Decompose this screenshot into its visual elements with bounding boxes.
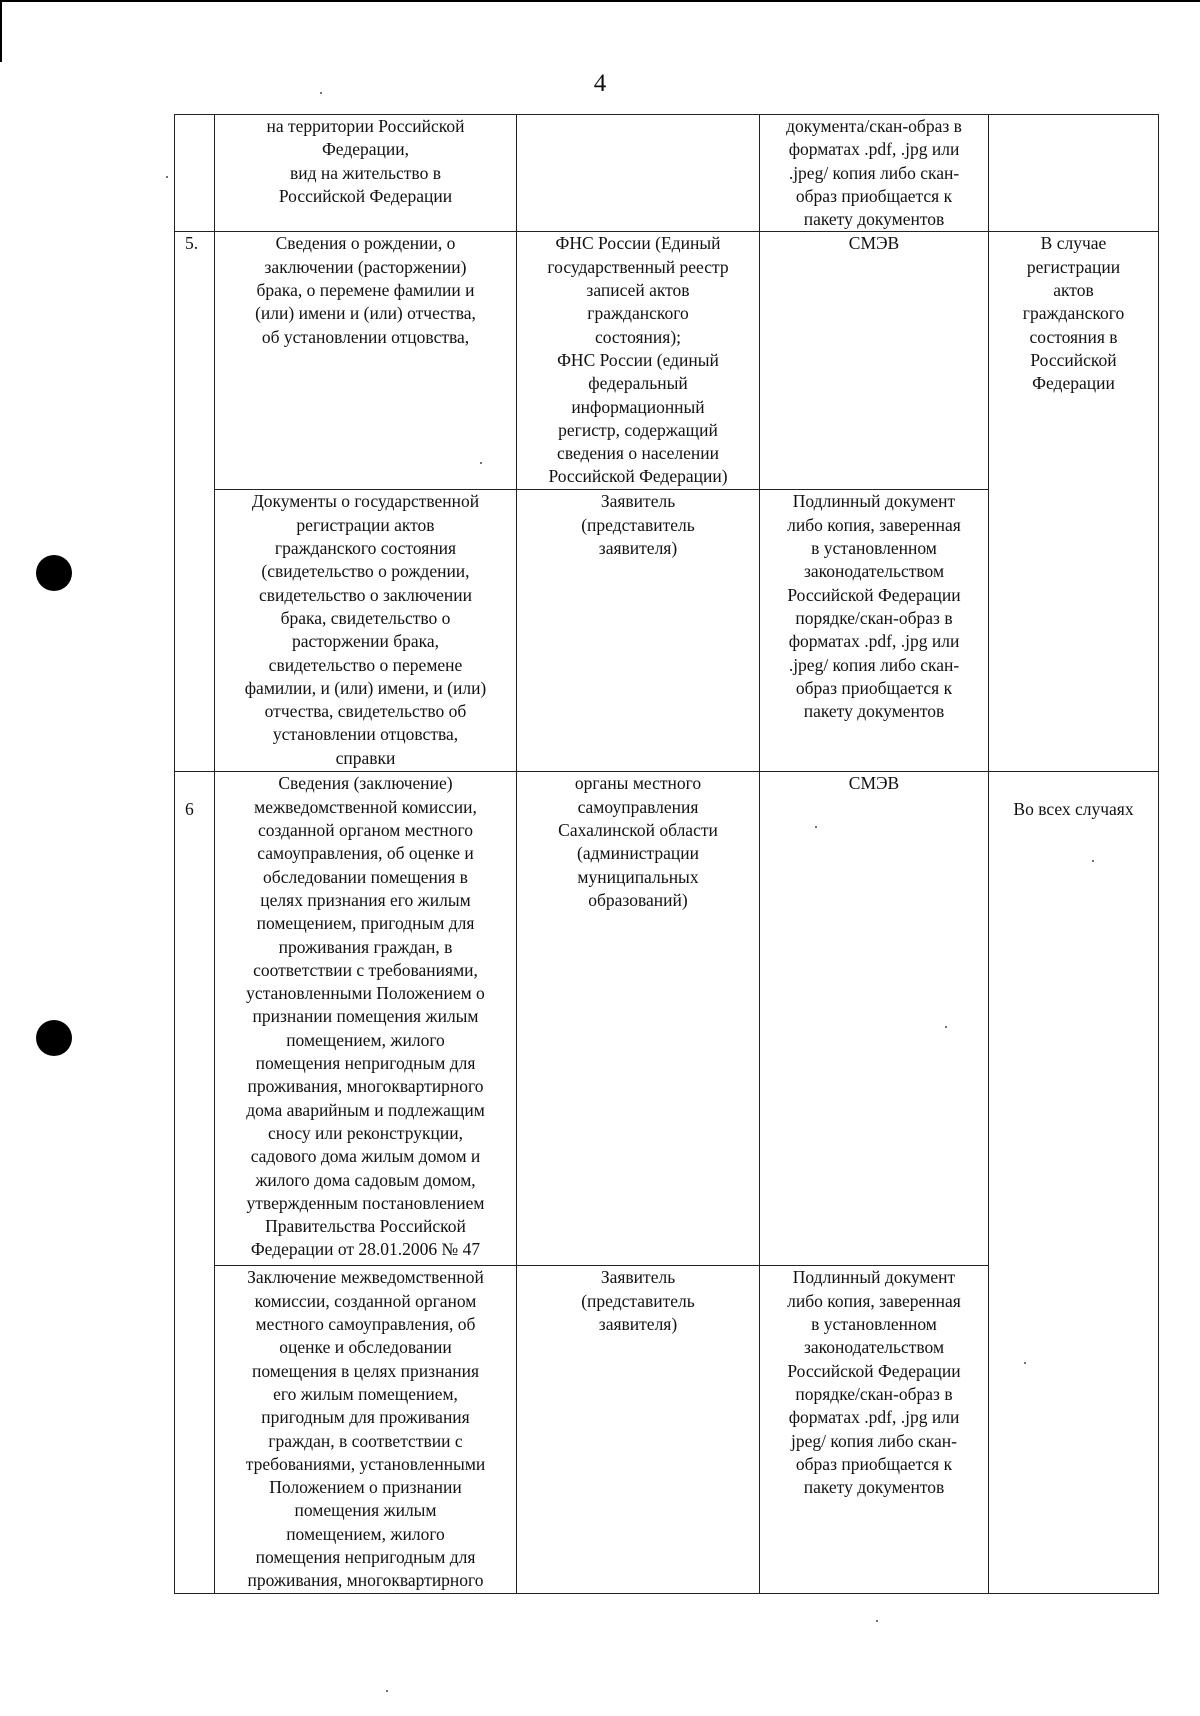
condition-cell: В случае регистрации актов гражданского состояния в Российской Федерации xyxy=(989,232,1159,772)
method-cell: документа/скан-образ в форматах .pdf, .jpg или .jpeg/ копия либо скан- образ приобщается к пакету документов xyxy=(760,115,989,232)
condition-cell xyxy=(989,115,1159,232)
punch-hole-bottom xyxy=(36,1020,72,1056)
document-cell: на территории Российской Федерации, вид на жительство в Российской Федерации xyxy=(215,115,517,232)
table-row xyxy=(175,232,1159,490)
document-cell: Документы о государственной регистрации актов гражданского состояния (свидетельство о рождении, свидетельство о заключении брака, свидетельство о расторжении брака, свидетельство о перемене фамилии, и (или) имени, и (или) отчества, свидетельство об установлении отцовства, справки xyxy=(215,490,517,772)
method-cell: СМЭВ xyxy=(760,772,989,1266)
document-cell: Сведения о рождении, о заключении (расторжении) брака, о перемене фамилии и (или) имени и (или) отчества, об установлении отцовства, xyxy=(215,232,517,490)
scan-edge-top xyxy=(0,0,1200,2)
table-row xyxy=(175,115,1159,232)
scan-speck xyxy=(166,176,168,178)
scan-speck xyxy=(876,1620,878,1622)
source-cell xyxy=(517,115,760,232)
row-number-cell: 6 xyxy=(175,772,215,1593)
punch-hole-top xyxy=(36,555,72,591)
method-cell: Подлинный документ либо копия, заверенная в установленном законодательством Российской Федерации порядке/скан-образ в форматах .pdf, .jpg или jpeg/ копия либо скан- образ приобщается к пакету документов xyxy=(760,1266,989,1593)
method-cell: Подлинный документ либо копия, заверенная в установленном законодательством Российской Федерации порядке/скан-образ в форматах .pdf, .jpg или .jpeg/ копия либо скан- образ приобщается к пакету документов xyxy=(760,490,989,772)
documents-table xyxy=(174,114,1159,1594)
source-cell: Заявитель (представитель заявителя) xyxy=(517,1266,760,1593)
scan-speck xyxy=(386,1690,388,1692)
method-cell: СМЭВ xyxy=(760,232,989,490)
condition-cell: Во всех случаях xyxy=(989,772,1159,1593)
document-cell: Сведения (заключение) межведомственной комиссии, созданной органом местного самоуправления, об оценке и обследовании помещения в целях признания его жилым помещением, пригодным для проживания граждан, в соответствии с требованиями, установленными Положением о признании помещения жилым помещением, жилого помещения непригодным для проживания, многоквартирного дома аварийным и подлежащим сносу или реконструкции, садового дома жилым домом и жилого дома садовым домом, утвержденным постановлением Правительства Российской Федерации от 28.01.2006 № 47 xyxy=(215,772,517,1266)
scan-edge-left xyxy=(0,0,2,62)
row-number-cell: 5. xyxy=(175,232,215,772)
row-number-cell xyxy=(175,115,215,232)
page-number: 4 xyxy=(593,70,607,97)
scan-speck xyxy=(320,92,322,94)
source-cell: ФНС России (Единый государственный реестр записей актов гражданского состояния); ФНС России (единый федеральный информационный регистр, содержащий сведения о населении Российской Федерации) xyxy=(517,232,760,490)
source-cell: Заявитель (представитель заявителя) xyxy=(517,490,760,772)
document-cell: Заключение межведомственной комиссии, созданной органом местного самоуправления, об оценке и обследовании помещения в целях признания его жилым помещением, пригодным для проживания граждан, в соответствии с требованиями, установленными Положением о признании помещения жилым помещением, жилого помещения непригодным для проживания, многоквартирного xyxy=(215,1266,517,1593)
source-cell: органы местного самоуправления Сахалинской области (администрации муниципальных образований) xyxy=(517,772,760,1266)
table-row xyxy=(175,772,1159,1266)
